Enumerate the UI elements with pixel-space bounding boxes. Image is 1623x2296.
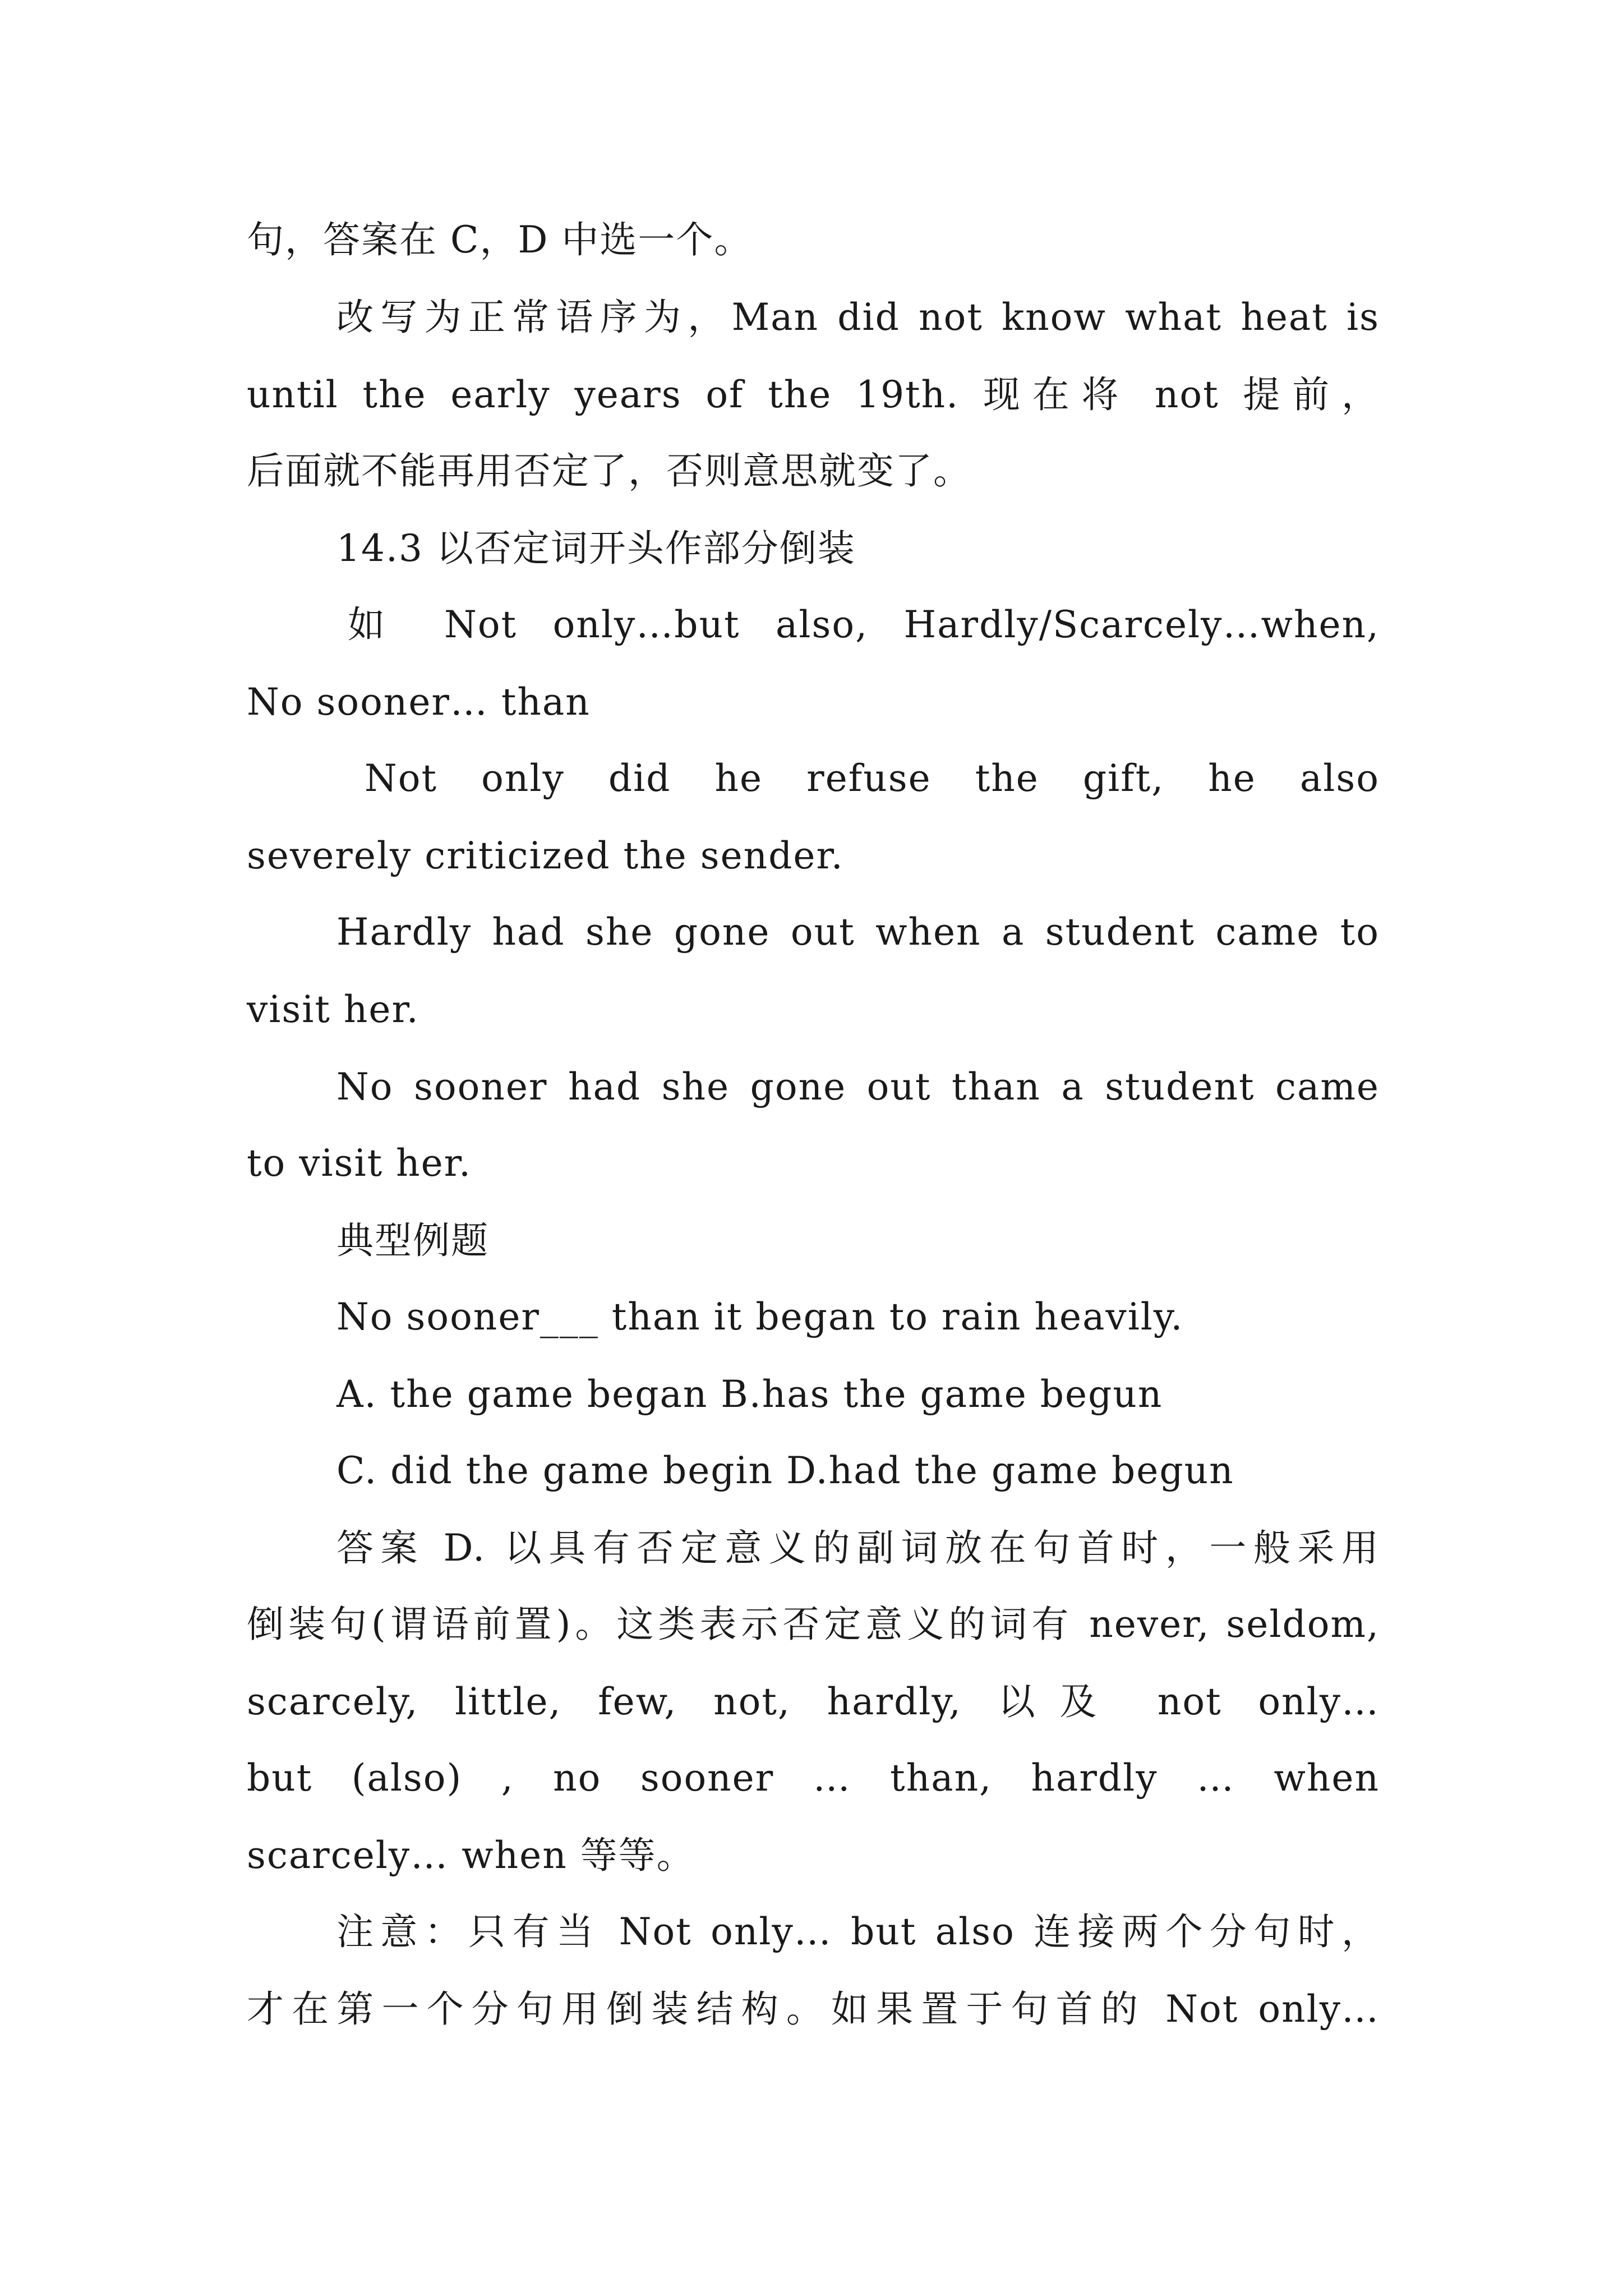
text-line-3: until the early years of the 19th. 现在将 not 提前， — [247, 373, 1380, 416]
text-line-1: 句，答案在 C，D 中选一个。 — [247, 218, 753, 261]
options-cd: C. did the game begin D.had the game begun — [336, 1449, 1234, 1492]
example-line-6: to visit her. — [247, 1142, 472, 1185]
answer-line-2: 倒装句(谓语前置)。这类表示否定意义的词有 never, seldom, — [247, 1603, 1380, 1646]
text-line-6: 如 Not only…but also, Hardly/Scarcely…when, — [348, 603, 1380, 646]
typical-example-heading: 典型例题 — [336, 1219, 489, 1262]
options-ab: A. the game began B.has the game begun — [336, 1373, 1163, 1416]
note-line-1: 注意：只有当 Not only… but also 连接两个分句时， — [336, 1910, 1380, 1953]
note-line-2: 才在第一个分句用倒装结构。如果置于句首的 Not only… — [247, 1987, 1380, 2031]
text-line-4: 后面就不能再用否定了，否则意思就变了。 — [247, 449, 971, 493]
answer-line-1: 答案 D. 以具有否定意义的副词放在句首时，一般采用 — [336, 1526, 1380, 1570]
section-heading: 14.3 以否定词开头作部分倒装 — [336, 527, 856, 570]
example-line-3: Hardly had she gone out when a student came to — [336, 910, 1380, 954]
example-line-2: severely criticized the sender. — [247, 834, 844, 877]
answer-line-3: scarcely, little, few, not, hardly, 以及 not only… — [247, 1680, 1380, 1723]
answer-line-4: but (also) , no sooner … than, hardly … when — [247, 1756, 1380, 1800]
question-stem: No sooner___ than it began to rain heavily. — [336, 1295, 1184, 1338]
example-line-1: Not only did he refuse the gift, he also — [365, 757, 1380, 800]
example-line-5: No sooner had she gone out than a student came — [336, 1065, 1380, 1108]
text-line-7: No sooner… than — [247, 680, 591, 724]
text-line-2: 改写为正常语序为，Man did not know what heat is — [336, 296, 1380, 339]
example-line-4: visit her. — [247, 988, 419, 1031]
answer-line-5: scarcely… when 等等。 — [247, 1834, 695, 1877]
